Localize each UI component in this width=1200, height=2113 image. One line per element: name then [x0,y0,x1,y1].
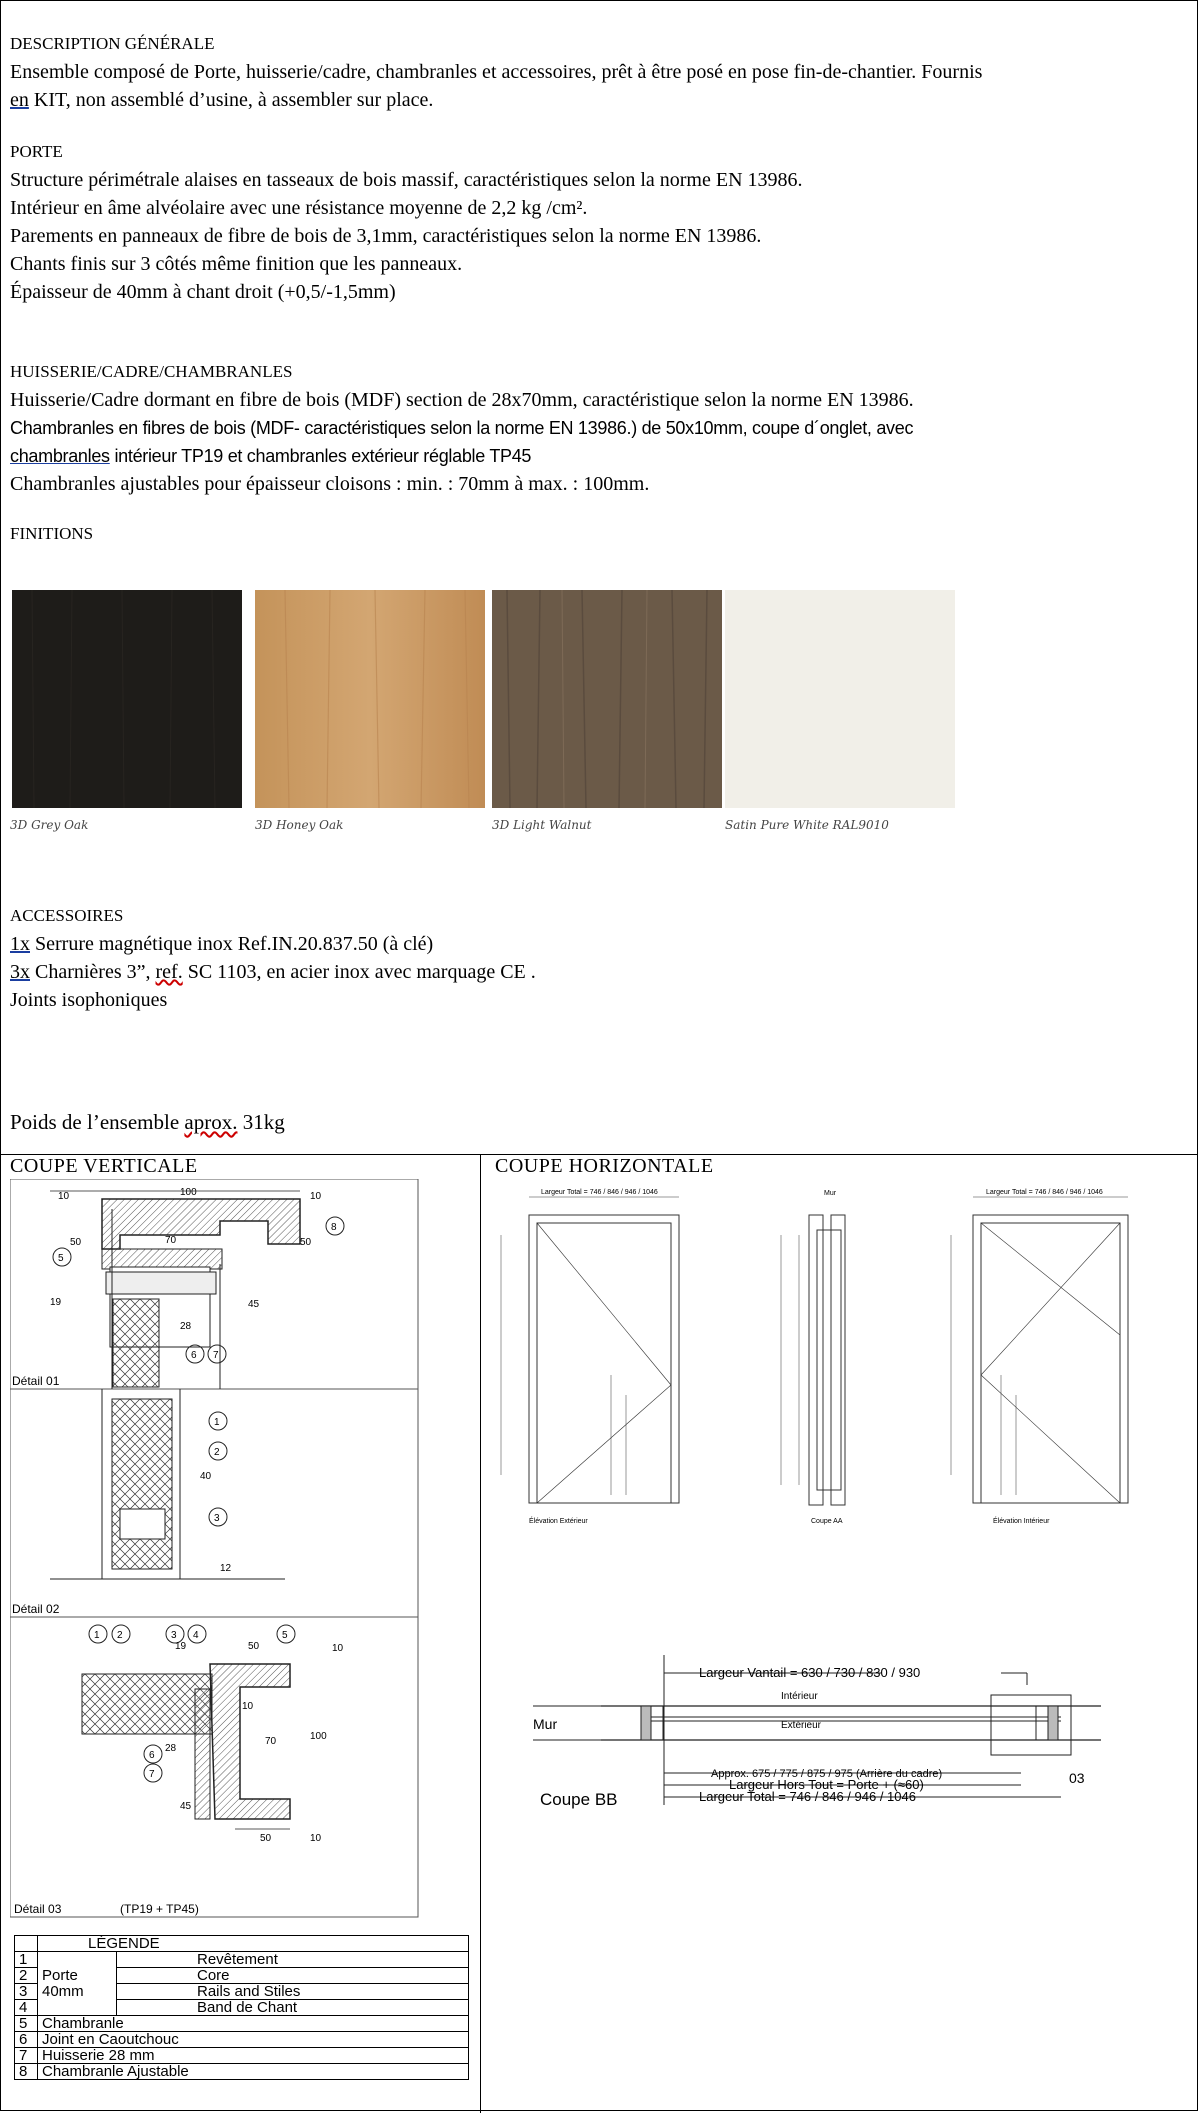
legend-label: Core [117,1968,469,1984]
legend-label: Rails and Stiles [117,1984,469,2000]
dim-label: 45 [180,1801,192,1812]
approx-label: Approx. 675 / 775 / 875 / 975 (Arrière du cadre) [711,1768,943,1780]
svg-text:6: 6 [149,1750,155,1761]
coupe-verticale-drawing [10,1179,480,1939]
legend-label: Joint en Caoutchouc [38,2032,469,2048]
swatch-label: 3D Light Walnut [492,818,592,832]
dim-label: 70 [265,1736,277,1747]
porte-line: Chants finis sur 3 côtés même finition que les panneaux. [10,253,463,275]
coupe-horizontale-panel [481,1155,1198,2113]
poids-line: Poids de l’ensemble aprox. 31kg [10,1110,285,1134]
svg-text:1: 1 [94,1630,100,1641]
legend-num: 5 [15,2016,38,2032]
elev-top-dim: Largeur Total = 746 / 846 / 946 / 1046 [986,1189,1103,1196]
dim-label: 50 [260,1833,272,1844]
huisserie-line-4: Chambranles ajustables pour épaisseur cloisons : min. : 70mm à max. : 100mm. [10,473,650,495]
svg-text:4: 4 [193,1630,199,1641]
ref-03-label: 03 [1069,1770,1085,1786]
porte-line: Épaisseur de 40mm à chant droit (+0,5/-1,5mm) [10,281,396,303]
dim-label: 28 [180,1321,192,1332]
svg-text:6: 6 [191,1350,197,1361]
coupe-verticale-title: COUPE VERTICALE [10,1155,198,1177]
swatch-honey-oak [255,590,485,832]
accessoire-line-2: 3x Charnières 3”, ref. SC 1103, en acier inox avec marquage CE . [10,961,536,983]
elev-ext-label: Élévation Extérieur [529,1518,588,1525]
heading-accessoires: ACCESSOIRES [10,906,124,925]
svg-text:2: 2 [117,1630,123,1641]
dim-label: 50 [300,1237,312,1248]
detail-02-label: Détail 02 [12,1602,60,1616]
dim-label: 40 [200,1471,212,1482]
dim-label: 28 [165,1743,177,1754]
dim-label: 19 [175,1641,187,1652]
dim-label: 10 [242,1701,254,1712]
legend-label: Huisserie 28 mm [38,2048,469,2064]
elevations-drawing [481,1175,1191,1595]
heading-general: DESCRIPTION GÉNÉRALE [10,34,215,53]
description-block [10,30,1160,548]
accessoire-line-3: Joints isophoniques [10,989,168,1011]
legend-num: 2 [15,1968,38,1984]
legend-label: Band de Chant [117,2000,469,2016]
dim-label: 100 [180,1187,197,1198]
huisserie-line-3: chambranles intérieur TP19 et chambranles extérieur réglable TP45 [10,446,532,466]
detail-03-note: (TP19 + TP45) [120,1902,199,1916]
coupe-bb-drawing [481,1655,1198,1855]
accessoire-line-1: 1x Serrure magnétique inox Ref.IN.20.837.50 (à clé) [10,933,434,955]
swatch-pure-white [725,590,955,832]
svg-text:7: 7 [149,1769,155,1780]
legend-mm: 40mm [38,1984,117,2000]
legend-num: 6 [15,2032,38,2048]
svg-text:7: 7 [213,1350,219,1361]
heading-porte: PORTE [10,142,63,161]
elev-int-label: Élévation Intérieur [993,1518,1050,1525]
swatch-label: 3D Honey Oak [255,818,344,832]
dim-label: 10 [58,1191,70,1202]
largeur-vantail-label: Largeur Vantail = 630 / 730 / 830 / 930 [699,1665,921,1680]
svg-text:5: 5 [58,1253,64,1264]
dim-label: 10 [310,1191,322,1202]
legende-title: LÉGENDE [38,1936,469,1952]
coupe-verticale-panel [0,1155,481,2113]
legend-num: 3 [15,1984,38,2000]
huisserie-line-1: Huisserie/Cadre dormant en fibre de bois (MDF) section de 28x70mm, caractéristique selon la norme EN 13986. [10,389,914,411]
dim-label: 50 [70,1237,82,1248]
interieur-label: Intérieur [781,1691,818,1702]
accessoires-block [10,902,1160,1014]
legend-label: Revêtement [117,1952,469,1968]
swatch-honey-oak-texture [255,590,485,808]
porte-line: Parements en panneaux de fibre de bois de 3,1mm, caractéristiques selon la norme EN 13986. [10,225,762,247]
legend-num: 8 [15,2064,38,2080]
dim-label: 70 [165,1235,177,1246]
legend-label: Chambranle [38,2016,469,2032]
dim-label: 10 [310,1833,322,1844]
svg-text:3: 3 [171,1630,177,1641]
swatch-light-walnut-texture [492,590,722,808]
svg-text:8: 8 [331,1222,337,1233]
legend-num: 1 [15,1952,38,1968]
heading-finitions: FINITIONS [10,524,94,543]
dim-label: 45 [248,1299,260,1310]
legend-num: 7 [15,2048,38,2064]
dim-label: 10 [332,1643,344,1654]
svg-text:3: 3 [214,1513,220,1524]
svg-text:5: 5 [282,1630,288,1641]
legend-label: Chambranle Ajustable [38,2064,469,2080]
detail-03-label: Détail 03 [14,1902,62,1916]
swatch-light-walnut [492,590,722,832]
legend-num: 4 [15,2000,38,2016]
porte-line: Intérieur en âme alvéolaire avec une résistance moyenne de 2,2 kg /cm². [10,197,588,219]
swatch-grey-oak-texture [12,590,242,808]
dim-label: 100 [310,1731,327,1742]
huisserie-line-2: Chambranles en fibres de bois (MDF- caractéristiques selon la norme EN 13986.) de 50x10mm, coupe d´onglet, avec [10,418,914,438]
largeur-total-label: Largeur Total = 746 / 846 / 946 / 1046 [699,1789,916,1804]
largeur-hors-tout-label: Largeur Hors Tout = Porte + (≈60) [729,1777,924,1792]
svg-text:1: 1 [214,1417,220,1428]
swatch-label: Satin Pure White RAL9010 [725,818,889,832]
swatch-grey-oak [10,590,242,832]
coupe-bb-label: Coupe BB [540,1790,618,1809]
general-line-1: Ensemble composé de Porte, huisserie/cadre, chambranles et accessoires, prêt à être posé en pose fin-de-chantier. Fournis [10,61,983,83]
legend-porte: Porte [38,1968,117,1984]
legende-table [14,1935,469,2080]
porte-line: Structure périmétrale alaises en tasseaux de bois massif, caractéristiques selon la norme EN 13986. [10,169,803,191]
mur-label: Mur [533,1716,558,1732]
swatch-pure-white-texture [725,590,955,808]
dim-label: 12 [220,1563,232,1574]
coupe-aa-label: Coupe AA [811,1518,843,1525]
svg-text:2: 2 [214,1447,220,1458]
heading-huisserie: HUISSERIE/CADRE/CHAMBRANLES [10,362,293,381]
exterieur-label: Extérieur [781,1720,822,1731]
general-line-2: en KIT, non assemblé d’usine, à assembler sur place. [10,89,434,111]
elev-top-dim: Largeur Total = 746 / 846 / 946 / 1046 [541,1189,658,1196]
dim-label: 50 [248,1641,260,1652]
mur-small-label: Mur [824,1190,837,1197]
dim-label: 19 [50,1297,62,1308]
swatch-label: 3D Grey Oak [10,818,89,832]
coupe-horizontale-title: COUPE HORIZONTALE [495,1155,714,1177]
detail-01-label: Détail 01 [12,1374,60,1388]
